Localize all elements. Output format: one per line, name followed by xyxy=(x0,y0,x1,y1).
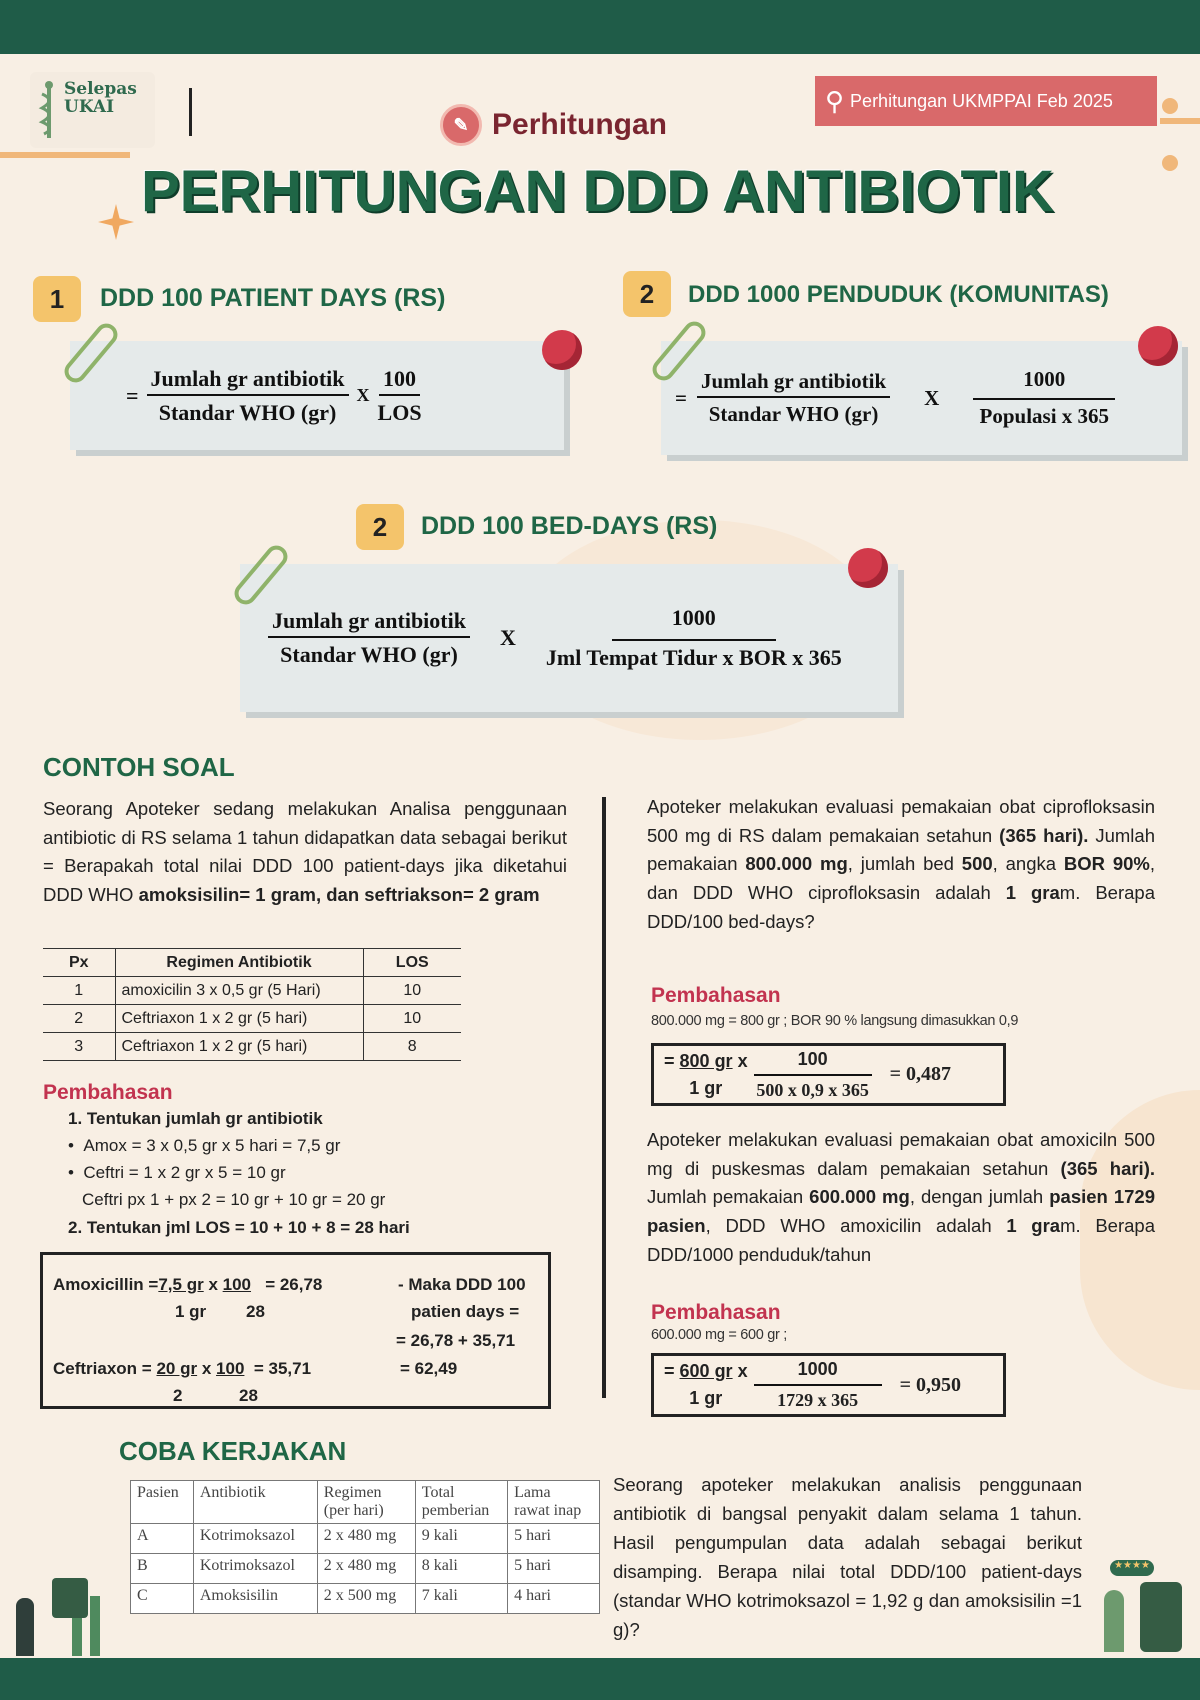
section-title: DDD 1000 PENDUDUK (KOMUNITAS) xyxy=(688,281,1109,308)
coba-question: Seorang apoteker melakukan analisis penggunaan antibiotik di bangsal penyakit dalam selama 1 tahun. Hasil pengumpulan data adalah sebagai berikut disamping. Berapa nilai total DDD/100 patient-days (standar WHO kotrimoksazol = 1,92 g dan amoksisilin =1 g)? xyxy=(613,1474,1082,1640)
result: = 26,78 xyxy=(265,1275,323,1294)
denominator: Populasi x 365 xyxy=(979,404,1110,428)
question-ciprofloksasin xyxy=(647,793,1155,937)
num2: 100 xyxy=(216,1359,245,1378)
logo-text: Selepas UKAI xyxy=(64,79,137,117)
subheading-text: Perhitungan xyxy=(492,108,668,141)
section-title: DDD 100 BED-DAYS (RS) xyxy=(421,512,718,540)
denominator: Standar WHO (gr) xyxy=(708,402,879,426)
bold: 500 xyxy=(961,853,993,875)
label: Ceftriaxon = xyxy=(53,1359,152,1378)
numerator: Jumlah gr antibiotik xyxy=(147,366,349,396)
cell: 5 hari xyxy=(508,1554,600,1584)
bullet-text: Amox = 3 x 0,5 gr x 5 hari = 7,5 gr xyxy=(83,1136,341,1155)
num: 7,5 gr xyxy=(158,1275,204,1294)
table-row xyxy=(131,1554,600,1584)
fraction xyxy=(664,1051,748,1099)
bullet-text: Ceftri = 1 x 2 gr x 5 = 10 gr xyxy=(83,1163,286,1182)
den: 2 xyxy=(173,1386,183,1405)
bold: 1 gra xyxy=(1006,1215,1061,1237)
den2: 28 xyxy=(239,1386,258,1405)
question-amoxicilin xyxy=(647,1126,1155,1270)
text: , dan DDD WHO ciprofloksasin adalah xyxy=(647,853,1155,904)
num: 600 gr xyxy=(679,1361,733,1381)
note: 800.000 mg = 800 gr ; BOR 90 % langsung dimasukkan 0,9 xyxy=(651,1013,1019,1029)
den: 1 gr xyxy=(175,1302,207,1321)
den2: 1729 x 365 xyxy=(777,1390,859,1410)
cell: 2 x 500 mg xyxy=(317,1584,415,1614)
table-header xyxy=(43,949,461,977)
fraction xyxy=(378,366,422,426)
cell: 4 hari xyxy=(508,1584,600,1614)
x: x xyxy=(208,1275,218,1294)
bold: 800.000 mg xyxy=(745,853,848,875)
step-1: 1. Tentukan jumlah gr antibiotik xyxy=(68,1109,323,1128)
cell: 3 xyxy=(43,1033,115,1061)
th-text: Lama xyxy=(514,1484,551,1501)
th: Regimen Antibiotik xyxy=(115,949,363,977)
cell: 2 xyxy=(43,1005,115,1033)
times: X xyxy=(356,385,370,405)
cell: 2 x 480 mg xyxy=(317,1554,415,1584)
section-number: 1 xyxy=(33,276,81,322)
text: , jumlah bed xyxy=(847,853,962,875)
maka: patien days = xyxy=(411,1302,520,1321)
equals: = xyxy=(126,382,139,408)
decor-line xyxy=(0,152,130,158)
cell: Amoksisilin xyxy=(193,1584,317,1614)
text: m. Berapa DDD/1000 penduduk/tahun xyxy=(647,1215,1155,1265)
cell: Ceftriaxon 1 x 2 gr (5 hari) xyxy=(115,1005,363,1033)
x: x xyxy=(737,1050,748,1071)
maka-result: = 62,49 xyxy=(400,1359,458,1378)
numerator xyxy=(664,1051,748,1072)
step-2: 2. Tentukan jml LOS = 10 + 10 + 8 = 28 hari xyxy=(68,1218,410,1237)
fraction xyxy=(268,608,470,668)
num2: 1000 xyxy=(754,1359,882,1386)
logo xyxy=(30,72,155,148)
cell: 1 xyxy=(43,977,115,1005)
den2: 500 x 0,9 x 365 xyxy=(756,1079,869,1100)
contoh-question xyxy=(43,795,567,910)
question-text: Seorang Apoteker sedang melakukan Analisa penggunaan antibiotic di RS selama 1 tahun didapatkan data sebagai berikut = Berapakah total nilai DDD 100 patient-days jika diketahui DDD WHO xyxy=(43,798,567,906)
cell: A xyxy=(131,1524,194,1554)
formula-box-bed-days xyxy=(240,564,898,712)
th-text: Pasien xyxy=(137,1484,179,1501)
x: x xyxy=(201,1359,212,1378)
text: , DDD WHO amoxicilin adalah xyxy=(705,1215,1007,1237)
th-text: Total xyxy=(421,1484,455,1501)
sparkle-icon xyxy=(98,204,134,240)
formula-box-patient-days xyxy=(70,341,564,450)
caduceus-icon xyxy=(38,80,60,140)
fraction xyxy=(754,1359,882,1411)
th xyxy=(415,1481,507,1524)
text: m. Berapa DDD/100 bed-days? xyxy=(647,882,1155,932)
pushpin-icon xyxy=(1138,326,1178,366)
den: 1 gr xyxy=(689,1388,723,1408)
text: Jumlah pemakaian xyxy=(647,1186,810,1208)
th xyxy=(317,1481,415,1524)
bold: pasien 1729 pasien xyxy=(647,1186,1156,1237)
cell: amoxicilin 3 x 0,5 gr (5 Hari) xyxy=(115,977,363,1005)
cell: Kotrimoksazol xyxy=(193,1554,317,1584)
result: = 0,950 xyxy=(899,1373,962,1396)
th-text: Regimen xyxy=(323,1484,382,1501)
star-rating-icon: ★★★★ xyxy=(1110,1560,1154,1576)
pushpin-icon xyxy=(848,548,888,588)
th-text: rawat inap xyxy=(514,1502,582,1519)
pembahasan-heading: Pembahasan xyxy=(43,1081,173,1104)
th-text: (per hari) xyxy=(323,1502,384,1519)
cell: 9 kali xyxy=(415,1524,507,1554)
maka: = 26,78 + 35,71 xyxy=(396,1331,516,1350)
result: = 0,487 xyxy=(889,1063,952,1085)
cell: 8 xyxy=(363,1033,461,1061)
denominator: Jml Tempat Tidur x BOR x 365 xyxy=(545,645,842,670)
fraction xyxy=(754,1049,872,1101)
pembahasan-heading: Pembahasan xyxy=(651,1301,781,1324)
th: LOS xyxy=(363,949,461,977)
bold: 1 gra xyxy=(1005,882,1060,904)
bold: 600.000 mg xyxy=(809,1186,910,1208)
table-row xyxy=(43,1005,461,1033)
cell: 10 xyxy=(363,1005,461,1033)
illustration-review xyxy=(1100,1560,1190,1656)
denominator: Standar WHO (gr) xyxy=(158,399,337,425)
illustration-growth xyxy=(12,1578,112,1656)
text: Jumlah pemakaian xyxy=(647,824,1155,875)
den2: 28 xyxy=(246,1302,265,1321)
maka: - Maka DDD 100 xyxy=(398,1275,526,1294)
x: x xyxy=(737,1361,748,1381)
fraction xyxy=(147,366,349,426)
cell: 8 kali xyxy=(415,1554,507,1584)
numerator: 1000 xyxy=(973,367,1115,400)
result-box-bed-days xyxy=(651,1043,1006,1106)
formula-box-penduduk xyxy=(661,341,1182,455)
th xyxy=(193,1481,317,1524)
section-title: DDD 100 PATIENT DAYS (RS) xyxy=(100,284,446,312)
top-bar xyxy=(0,0,1200,54)
pembahasan-heading: Pembahasan xyxy=(651,984,781,1007)
th xyxy=(131,1481,194,1524)
bottom-bar xyxy=(0,1658,1200,1700)
question-bold: amoksisilin= 1 gram, dan seftriakson= 2 gram xyxy=(138,884,540,906)
times: X xyxy=(499,625,516,650)
num: 800 gr xyxy=(679,1050,733,1071)
result: = 35,71 xyxy=(253,1359,312,1378)
denominator: LOS xyxy=(377,399,422,425)
section-number: 2 xyxy=(356,504,404,550)
page-title: PERHITUNGAN DDD ANTIBIOTIK xyxy=(141,159,1054,224)
calculator-icon: ✎ xyxy=(440,104,482,146)
coba-table xyxy=(130,1480,600,1614)
bullet: • Ceftri = 1 x 2 gr x 5 = 10 gr xyxy=(68,1163,286,1182)
numerator: Jumlah gr antibiotik xyxy=(697,369,890,398)
table-row xyxy=(43,1033,461,1061)
contoh-soal-heading: CONTOH SOAL xyxy=(43,752,235,782)
cell: 2 x 480 mg xyxy=(317,1524,415,1554)
denominator: Standar WHO (gr) xyxy=(280,642,458,667)
search-icon: ⚲ xyxy=(825,85,845,116)
fraction xyxy=(697,369,890,427)
section-number: 2 xyxy=(623,271,671,317)
amox-line xyxy=(53,1275,322,1295)
calc-box xyxy=(40,1252,551,1409)
result-box-penduduk xyxy=(651,1353,1006,1417)
divider xyxy=(189,88,192,136)
decor-dot xyxy=(1162,98,1178,114)
bullet-continuation: Ceftri px 1 + px 2 = 10 gr + 10 gr = 20 gr xyxy=(82,1190,386,1209)
fraction xyxy=(973,367,1115,429)
equals: = xyxy=(675,385,687,410)
search-label: Perhitungan UKMPPAI Feb 2025 xyxy=(850,90,1113,111)
times: X xyxy=(924,385,940,410)
cell: 10 xyxy=(363,977,461,1005)
numerator xyxy=(664,1361,748,1382)
text: , angka xyxy=(992,853,1064,875)
num2: 100 xyxy=(222,1275,252,1294)
th: Px xyxy=(43,949,115,977)
fraction xyxy=(546,605,842,671)
cell: 5 hari xyxy=(508,1524,600,1554)
numerator: 100 xyxy=(379,366,420,396)
cell: 7 kali xyxy=(415,1584,507,1614)
den: 1 gr xyxy=(689,1077,723,1098)
bold: (365 hari). xyxy=(1060,1157,1155,1179)
search-badge[interactable] xyxy=(815,76,1157,126)
bullet: • Amox = 3 x 0,5 gr x 5 hari = 7,5 gr xyxy=(68,1136,341,1155)
table-header xyxy=(131,1481,600,1524)
eq: = xyxy=(664,1050,675,1071)
text: Apoteker melakukan evaluasi pemakaian obat ciprofloksasin 500 mg di RS dalam pemakaian setahun xyxy=(647,796,1155,846)
text: Apoteker melakukan evaluasi pemakaian obat amoxiciln 500 mg di puskesmas dalam pemakaian setahun xyxy=(647,1129,1155,1179)
th xyxy=(508,1481,600,1524)
pushpin-icon xyxy=(542,330,582,370)
table-row xyxy=(131,1524,600,1554)
text: , dengan jumlah xyxy=(909,1186,1050,1208)
contoh-table xyxy=(43,948,461,1061)
label: Amoxicillin = xyxy=(53,1275,159,1294)
note: 600.000 mg = 600 gr ; xyxy=(651,1327,787,1343)
coba-kerjakan-heading: COBA KERJAKAN xyxy=(119,1436,347,1466)
bold: (365 hari). xyxy=(999,824,1089,846)
column-divider xyxy=(602,797,606,1398)
table-row xyxy=(131,1584,600,1614)
ceft-line xyxy=(53,1359,311,1379)
num2: 100 xyxy=(754,1049,872,1076)
table-row xyxy=(43,977,461,1005)
cell: Ceftriaxon 1 x 2 gr (5 hari) xyxy=(115,1033,363,1061)
th-text: Antibiotik xyxy=(199,1484,266,1501)
subheading xyxy=(440,104,667,146)
cell: Kotrimoksazol xyxy=(193,1524,317,1554)
fraction xyxy=(664,1361,748,1409)
decor-line xyxy=(1160,118,1200,124)
cell: B xyxy=(131,1554,194,1584)
th-text: pemberian xyxy=(421,1502,490,1519)
numerator: 1000 xyxy=(612,605,776,641)
num: 20 gr xyxy=(156,1359,198,1378)
eq: = xyxy=(664,1361,675,1381)
cell: C xyxy=(131,1584,194,1614)
bold: BOR 90% xyxy=(1063,853,1150,875)
numerator: Jumlah gr antibiotik xyxy=(268,608,470,638)
decor-dot xyxy=(1162,155,1178,171)
